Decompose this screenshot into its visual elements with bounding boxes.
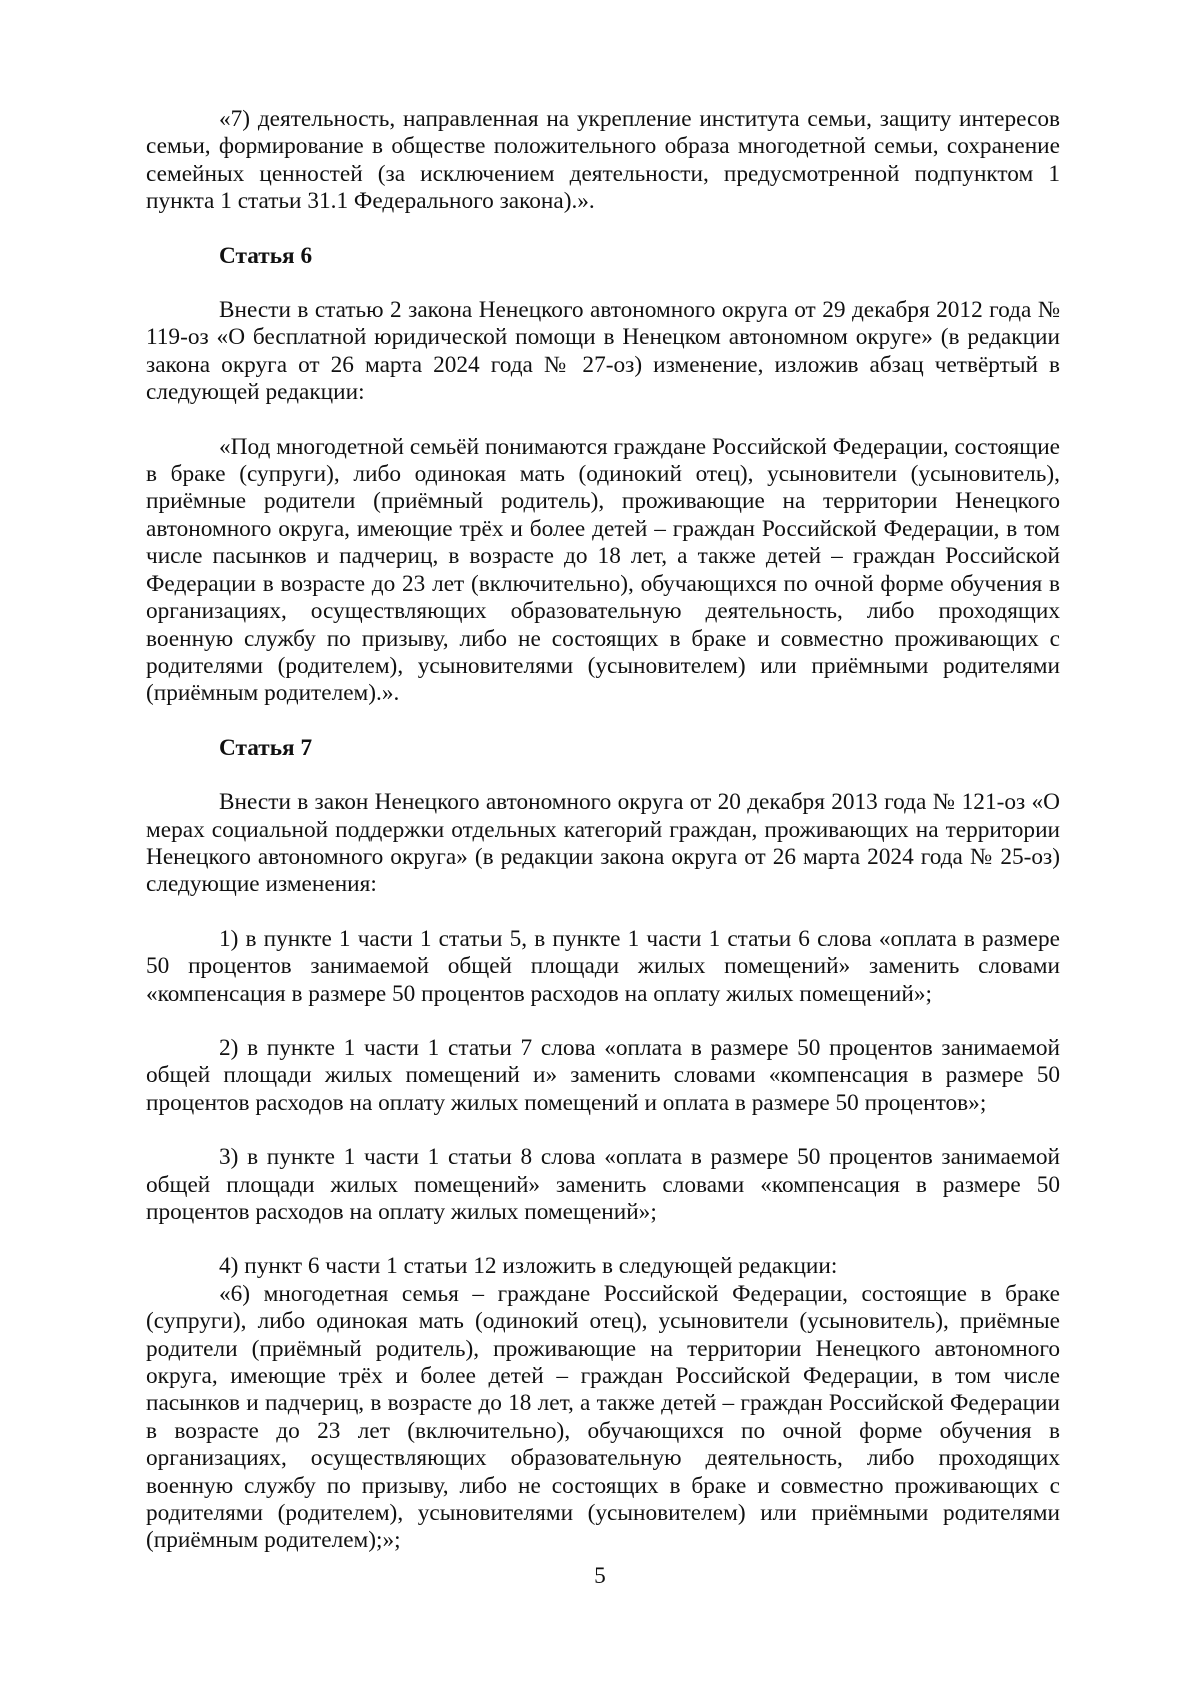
paragraph-change-2: 2) в пункте 1 части 1 статьи 7 слова «оплата в размере 50 процентов занимаемой общей площади жилых помещений и» заменить словами «компенсация в размере 50 процентов расходов на оплату жилых помещений и оплата в размере 50 процентов»; <box>146 1034 1060 1116</box>
document-page <box>146 106 1060 1555</box>
paragraph-change-3: 3) в пункте 1 части 1 статьи 8 слова «оплата в размере 50 процентов занимаемой общей площади жилых помещений» заменить словами «компенсация в размере 50 процентов расходов на оплату жилых помещений»; <box>146 1144 1060 1225</box>
page-number: 5 <box>594 1563 606 1589</box>
paragraph-change-1: 1) в пункте 1 части 1 статьи 5, в пункте 1 части 1 статьи 6 слова «оплата в размере 50 процентов занимаемой общей площади жилых помещений» заменить словами «компенсация в размере 50 процентов расходов на оплату жилых помещений»; <box>146 925 1060 1007</box>
paragraph-change-4: 4) пункт 6 части 1 статьи 12 изложить в следующей редакции: <box>219 1253 838 1280</box>
heading-article-7: Статья 7 <box>219 734 313 761</box>
paragraph-article-7-intro: Внести в закон Ненецкого автономного округа от 20 декабря 2013 года № 121-оз «О мерах социальной поддержки отдельных категорий граждан, проживающих на территории Ненецкого автономного округа» (в редакции закона округа от 26 марта 2024 года № 25-оз) следующие изменения: <box>146 789 1060 898</box>
paragraph-article-6-definition: «Под многодетной семьёй понимаются граждане Российской Федерации, состоящие в браке (супруги), либо одинокая мать (одинокий отец), усыновители (усыновитель), приёмные родители (приёмный родитель), проживающие на территории Ненецкого автономного округа, имеющие трёх и более детей – граждан Российской Федерации, в том числе пасынков и падчериц, в возрасте до 18 лет, а также детей – граждан Российской Федерации в возрасте до 23 лет (включительно), обучающихся по очной форме обучения в организациях, осуществляющих образовательную деятельность, либо проходящих военную службу по призыву, либо не состоящих в браке и совместно проживающих с родителями (родителем), усыновителями (усыновителем) или приёмными родителями (приёмным родителем).». <box>146 433 1060 707</box>
paragraph-item-7: «7) деятельность, направленная на укрепление института семьи, защиту интересов семьи, формирование в обществе положительного образа многодетной семьи, сохранение семейных ценностей (за исключением деятельности, предусмотренной подпунктом 1 пункта 1 статьи 31.1 Федерального закона).». <box>146 106 1060 215</box>
paragraph-article-6-intro: Внести в статью 2 закона Ненецкого автономного округа от 29 декабря 2012 года № 119-оз «О бесплатной юридической помощи в Ненецком автономном округе» (в редакции закона округа от 26 марта 2024 года № 27-оз) изменение, изложив абзац четвёртый в следующей редакции: <box>146 297 1060 406</box>
heading-article-6: Статья 6 <box>219 242 313 269</box>
paragraph-change-4-text: «6) многодетная семья – граждане Российской Федерации, состоящие в браке (супруги), либо одинокая мать (одинокий отец), усыновители (усыновитель), приёмные родители (приёмный родитель), проживающие на территории Ненецкого автономного округа, имеющие трёх и более детей – граждан Российской Федерации, в том числе пасынков и падчериц, в возрасте до 18 лет, а также детей – граждан Российской Федерации в возрасте до 23 лет (включительно), обучающихся по очной форме обучения в организациях, осуществляющих образовательную деятельность, либо проходящих военную службу по призыву, либо не состоящих в браке и совместно проживающих с родителями (родителем), усыновителями (усыновителем) или приёмными родителями (приёмным родителем);»; <box>146 1280 1060 1554</box>
